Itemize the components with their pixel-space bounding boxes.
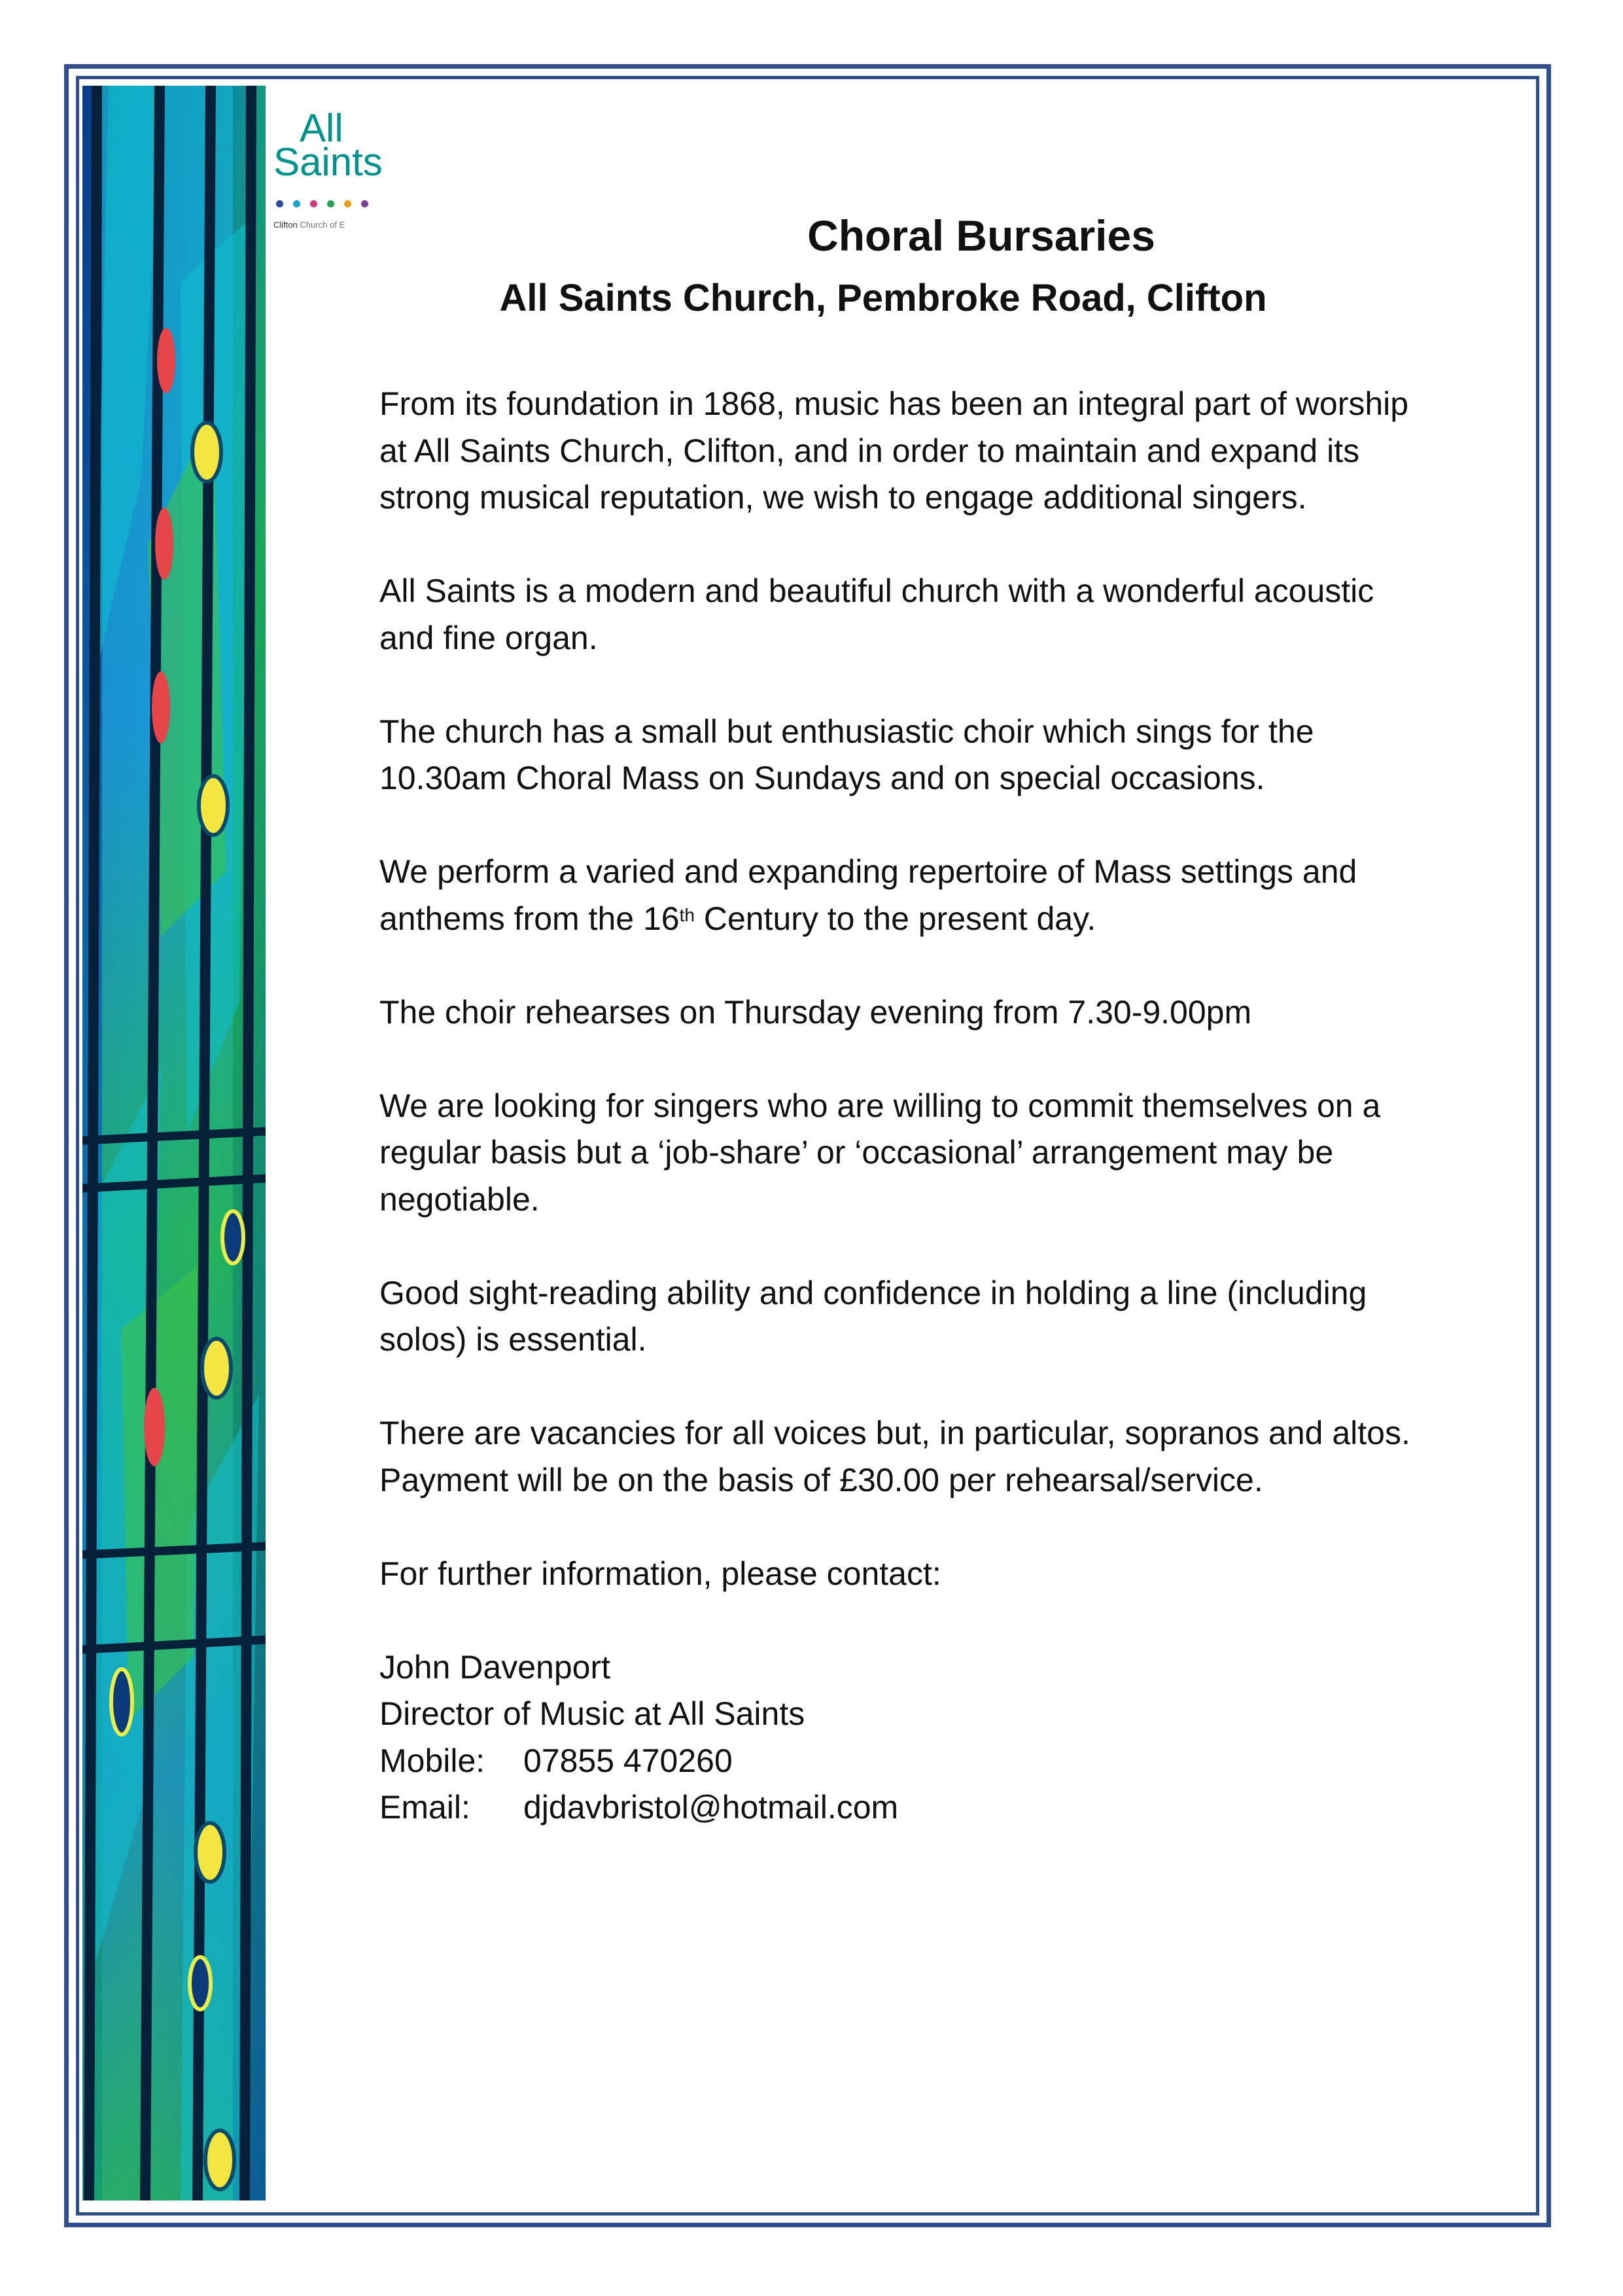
paragraph-vacancies: There are vacancies for all voices but, in particular, sopranos and altos. Payment will be on the basis of £30.00 per rehearsal/service. — [379, 1415, 1410, 1498]
logo-tagline — [273, 220, 345, 230]
contact-email-row — [379, 1784, 1426, 1831]
email-address: djdavbristol@hotmail.com — [523, 1789, 899, 1826]
logo-dots — [276, 199, 387, 209]
paragraph-choir: The church has a small but enthusiastic choir which sings for the 10.30am Choral Mass on Sundays and on special occasions. — [379, 713, 1314, 796]
logo-dot — [276, 200, 283, 207]
logo-dot — [361, 200, 368, 207]
contact-mobile-row — [379, 1738, 1426, 1785]
paragraph-repertoire — [379, 849, 1426, 942]
paragraph-repertoire-tail: Century to the present day. — [694, 900, 1096, 937]
logo-word-all: All — [300, 106, 343, 150]
logo-dot — [310, 200, 317, 207]
paragraph-requirements: Good sight-reading ability and confidence in holding a line (including solos) is essential. — [379, 1274, 1367, 1358]
mobile-label: Mobile: — [379, 1742, 485, 1779]
logo-word-saints: Saints — [273, 140, 383, 184]
stained-glass-image — [82, 86, 266, 2200]
contact-role: Director of Music at All Saints — [379, 1695, 805, 1732]
logo-tagline-church: Church of E — [300, 220, 345, 230]
paragraph-repertoire-text: We perform a varied and expanding repertoire of Mass settings and anthems from the 16 — [379, 853, 1357, 937]
contact-name: John Davenport — [379, 1648, 611, 1686]
paragraph-church: All Saints is a modern and beautiful church with a wonderful acoustic and fine organ. — [379, 573, 1374, 656]
paragraph-commitment: We are looking for singers who are willing to commit themselves on a regular basis but a ‘job-share’ or ‘occasional’ arrangement may be negotiable. — [379, 1087, 1381, 1218]
document-body — [379, 381, 1426, 1831]
paragraph-contact-intro: For further information, please contact: — [379, 1555, 941, 1592]
email-label: Email: — [379, 1789, 470, 1826]
page-title: Choral Bursaries — [807, 211, 1155, 260]
contact-block — [379, 1644, 1426, 1831]
ordinal-suffix: th — [679, 904, 695, 925]
page-subtitle: All Saints Church, Pembroke Road, Clifton — [499, 277, 1267, 319]
paragraph-foundation: From its foundation in 1868, music has been an integral part of worship at All Saints Church, Clifton, and in order to maintain and expand its strong musical reputation, we wish to engage additional singers. — [379, 385, 1409, 516]
all-saints-logo — [273, 106, 417, 242]
logo-dot — [344, 200, 351, 207]
logo-dot — [293, 200, 300, 207]
mobile-number: 07855 470260 — [523, 1742, 733, 1779]
logo-tagline-place: Clifton — [273, 220, 298, 230]
logo-dot — [327, 200, 334, 207]
paragraph-rehearsal: The choir rehearses on Thursday evening from 7.30-9.00pm — [379, 993, 1252, 1031]
